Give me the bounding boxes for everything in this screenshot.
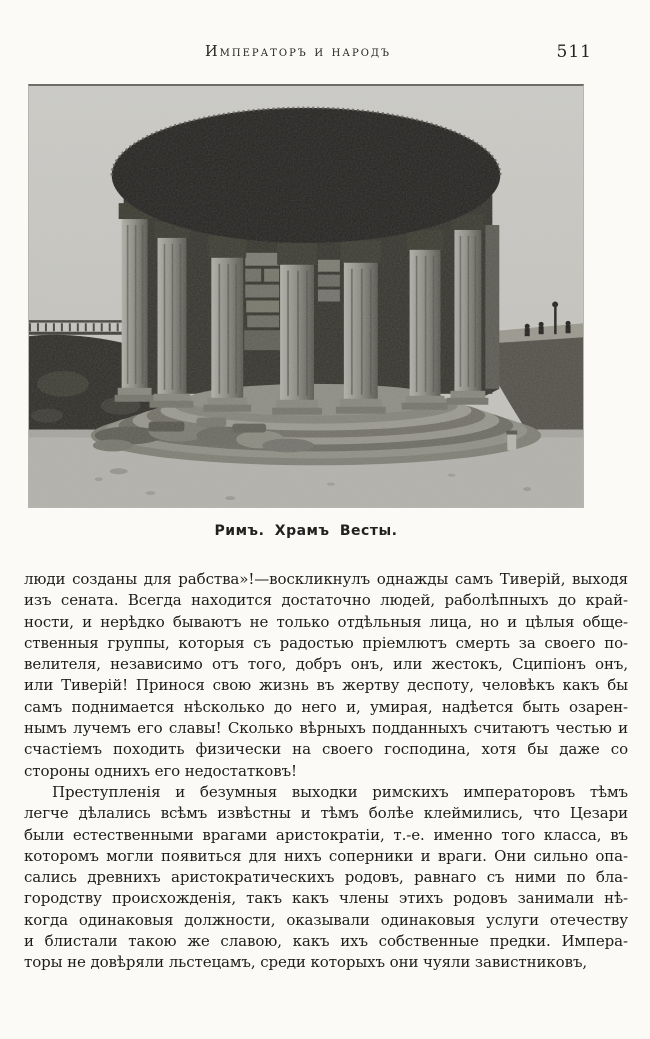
text-line: городству происхожденія, такъ какъ члены этихъ родовъ занимали нѣ- — [24, 889, 628, 908]
text-line: изъ сената. Всегда находится достаточно людей, раболѣпныхъ до край- — [24, 591, 628, 610]
text-line: легче дѣлались всѣмъ извѣстны и тѣмъ болѣе клеймились, что Цезари — [24, 804, 628, 823]
text-line: были естественными врагами аристократіи, т.-е. именно того класса, въ — [24, 825, 628, 844]
page-number: 511 — [556, 42, 592, 62]
temple-photo-art — [29, 86, 583, 507]
text-line: или Тиверій! Принося свою жизнь въ жертву деспоту, человѣкъ какъ бы — [24, 676, 628, 695]
text-line: торы не довѣряли льстецамъ, среди которыхъ они чуяли завистниковъ, — [24, 953, 588, 972]
text-line: велителя, независимо отъ того, добръ онъ, или жестокъ, Сципіонъ онъ, — [24, 655, 628, 674]
photo-caption: Римъ. Храмъ Весты. — [214, 523, 398, 539]
running-title: Императоръ и народъ — [205, 44, 391, 60]
text-line: стороны однихъ его недостатковъ! — [24, 761, 297, 780]
text-line: счастіемъ походить физически на своего господина, хотя бы даже со — [24, 740, 628, 759]
text-line: Преступленія и безумныя выходки римскихъ императоровъ тѣмъ — [52, 782, 628, 801]
text-line: ности, и нерѣдко бываютъ не только отдѣльныя лица, но и цѣлыя обще- — [24, 612, 628, 631]
halftone-grain — [29, 86, 583, 507]
text-line: самъ поднимается нѣсколько до него и, умирая, надѣется быть озарен- — [24, 697, 628, 716]
text-line: когда одинаковыя должности, оказывали одинаковыя услуги отечеству — [24, 910, 628, 929]
temple-photo — [28, 84, 584, 508]
page-header — [0, 0, 650, 70]
text-line: люди созданы для рабства»!—воскликнулъ однажды самъ Тиверій, выходя — [24, 570, 628, 588]
text-line: которомъ могли появиться для нихъ соперники и враги. Они сильно опа- — [24, 846, 628, 865]
paragraph — [24, 569, 628, 782]
body-text — [24, 569, 628, 974]
text-line: нымъ лучемъ его славы! Сколько вѣрныхъ подданныхъ считаютъ честью и — [24, 719, 628, 738]
text-line: сались древнихъ аристократическихъ родовъ, равнаго съ ними по бла- — [24, 868, 628, 887]
text-line: ственныя группы, которыя съ радостью пріемлютъ смерть за своего по- — [24, 633, 628, 652]
text-line: и блистали такою же славою, какъ ихъ собственные предки. Импера- — [24, 932, 628, 951]
paragraph — [24, 782, 628, 974]
